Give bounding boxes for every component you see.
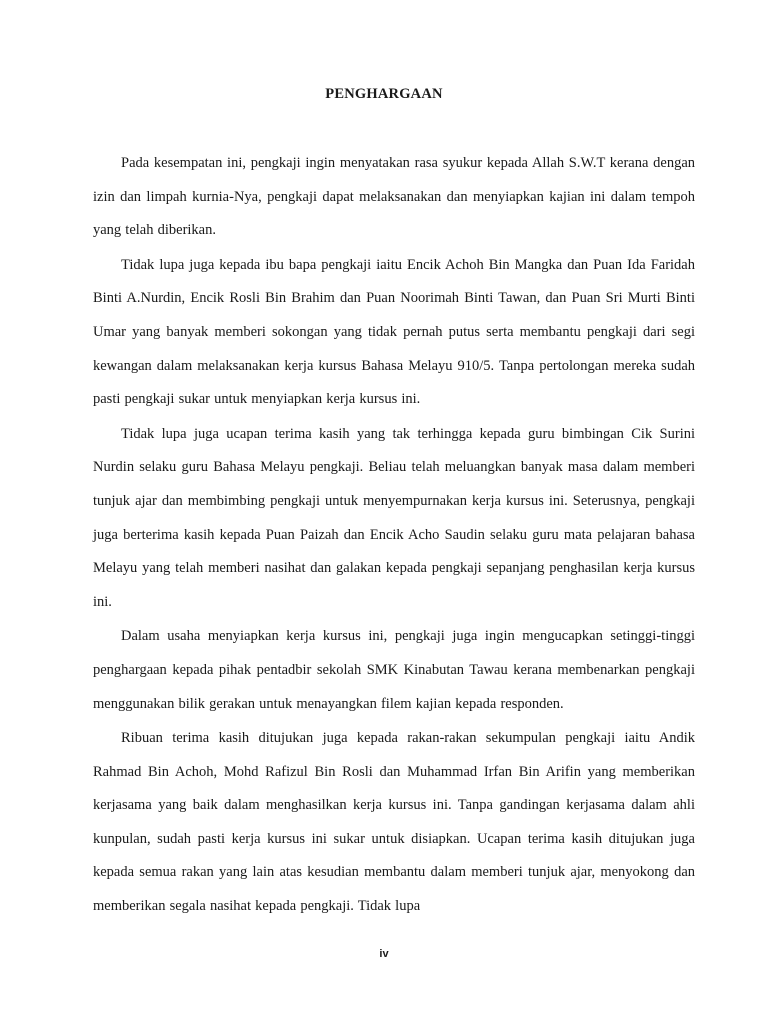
paragraph-5: Ribuan terima kasih ditujukan juga kepada rakan-rakan sekumpulan pengkaji iaitu Andik Rahmad Bin Achoh, Mohd Rafizul Bin Rosli dan Muhammad Irfan Bin Arifin yang memberikan kerjasama yang baik dalam menghasilkan kerja kursus ini. Tanpa gandingan kerjasama dalam ahli kunpulan, sudah pasti kerja kursus ini sukar untuk disiapkan. Ucapan terima kasih ditujukan juga kepada semua rakan yang lain atas kesudian membantu dalam memberi tunjuk ajar, menyokong dan memberikan segala nasihat kepada pengkaji. Tidak lupa: [93, 730, 695, 915]
paragraph-1: Pada kesempatan ini, pengkaji ingin menyatakan rasa syukur kepada Allah S.W.T kerana dengan izin dan limpah kurnia-Nya, pengkaji dapat melaksanakan dan menyiapkan kajian ini dalam tempoh yang telah diberikan.: [93, 155, 695, 239]
page-title: PENGHARGAAN: [325, 86, 443, 102]
page-number: iv: [379, 948, 389, 960]
acknowledgement-body: [93, 147, 695, 925]
paragraph-4: Dalam usaha menyiapkan kerja kursus ini, pengkaji juga ingin mengucapkan setinggi-tinggi penghargaan kepada pihak pentadbir sekolah SMK Kinabutan Tawau kerana membenarkan pengkaji menggunakan bilik gerakan untuk menayangkan filem kajian kepada responden.: [93, 628, 695, 712]
paragraph-2: Tidak lupa juga kepada ibu bapa pengkaji iaitu Encik Achoh Bin Mangka dan Puan Ida Faridah Binti A.Nurdin, Encik Rosli Bin Brahim dan Puan Noorimah Binti Tawan, dan Puan Sri Murti Binti Umar yang banyak memberi sokongan yang tidak pernah putus serta membantu pengkaji dari segi kewangan dalam melaksanakan kerja kursus Bahasa Melayu 910/5. Tanpa pertolongan mereka sudah pasti pengkaji sukar untuk menyiapkan kerja kursus ini.: [93, 256, 695, 408]
paragraph-3: Tidak lupa juga ucapan terima kasih yang tak terhingga kepada guru bimbingan Cik Surini Nurdin selaku guru Bahasa Melayu pengkaji. Beliau telah meluangkan banyak masa dalam memberi tunjuk ajar dan membimbing pengkaji untuk menyempurnakan kerja kursus ini. Seterusnya, pengkaji juga berterima kasih kepada Puan Paizah dan Encik Acho Saudin selaku guru mata pelajaran bahasa Melayu yang telah memberi nasihat dan galakan kepada pengkaji sepanjang penghasilan kerja kursus ini.: [93, 425, 695, 610]
